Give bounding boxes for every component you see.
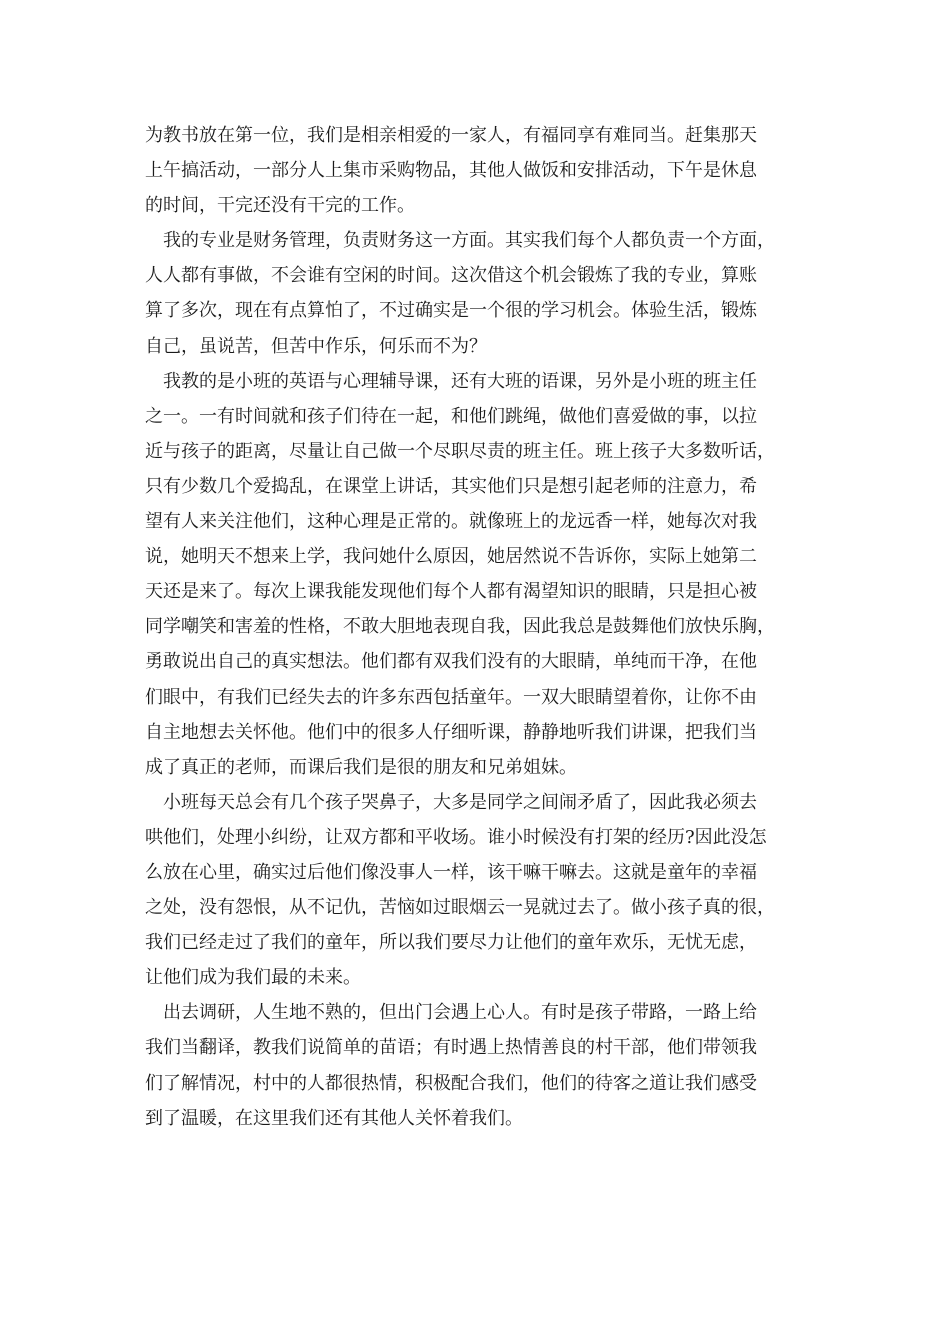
text-line: 同学嘲笑和害羞的性格，不敢大胆地表现自我，因此我总是鼓舞他们放快乐胸， bbox=[145, 616, 775, 638]
text-line: 天还是来了。每次上课我能发现他们每个人都有渴望知识的眼睛，只是担心被 bbox=[145, 581, 757, 603]
text-line: 我的专业是财务管理，负责财务这一方面。其实我们每个人都负责一个方面， bbox=[145, 230, 775, 252]
text-line: 望有人来关注他们，这种心理是正常的。就像班上的龙远香一样，她每次对我 bbox=[145, 511, 757, 533]
text-line: 的时间，干完还没有干完的工作。 bbox=[145, 195, 415, 217]
text-line: 算了多次，现在有点算怕了，不过确实是一个很的学习机会。体验生活，锻炼 bbox=[145, 300, 757, 322]
text-line: 们眼中，有我们已经失去的许多东西包括童年。一双大眼睛望着你，让你不由 bbox=[145, 686, 757, 708]
text-line: 我们已经走过了我们的童年，所以我们要尽力让他们的童年欢乐，无忧无虑， bbox=[145, 932, 757, 954]
paragraph bbox=[145, 995, 805, 1135]
text-line: 自己，虽说苦，但苦中作乐，何乐而不为？ bbox=[145, 335, 487, 357]
text-line: 么放在心里，确实过后他们像没事人一样，该干嘛干嘛去。这就是童年的幸福 bbox=[145, 861, 757, 883]
paragraph bbox=[145, 364, 805, 785]
text-line: 勇敢说出自己的真实想法。他们都有双我们没有的大眼睛，单纯而干净，在他 bbox=[145, 651, 757, 673]
text-line: 成了真正的老师，而课后我们是很的朋友和兄弟姐妹。 bbox=[145, 756, 577, 778]
text-line: 之一。一有时间就和孩子们待在一起，和他们跳绳，做他们喜爱做的事，以拉 bbox=[145, 405, 757, 427]
text-line: 小班每天总会有几个孩子哭鼻子，大多是同学之间闹矛盾了，因此我必须去 bbox=[145, 791, 757, 813]
text-line: 说，她明天不想来上学，我问她什么原因，她居然说不告诉你，实际上她第二 bbox=[145, 546, 757, 568]
paragraph bbox=[145, 223, 805, 363]
text-line: 只有少数几个爱捣乱，在课堂上讲话，其实他们只是想引起老师的注意力，希 bbox=[145, 475, 757, 497]
text-line: 之处，没有怨恨，从不记仇，苦恼如过眼烟云一晃就过去了。做小孩子真的很， bbox=[145, 897, 775, 919]
text-line: 为教书放在第一位，我们是相亲相爱的一家人，有福同享有难同当。赶集那天 bbox=[145, 125, 757, 146]
text-line: 近与孩子的距离，尽量让自己做一个尽职尽责的班主任。班上孩子大多数听话， bbox=[145, 440, 775, 462]
text-line: 到了温暖，在这里我们还有其他人关怀着我们。 bbox=[145, 1107, 523, 1129]
text-line: 我教的是小班的英语与心理辅导课，还有大班的语课，另外是小班的班主任 bbox=[145, 370, 757, 392]
paragraph bbox=[145, 785, 805, 996]
text-line: 让他们成为我们最的未来。 bbox=[145, 967, 361, 989]
text-line: 哄他们，处理小纠纷，让双方都和平收场。谁小时候没有打架的经历?因此没怎 bbox=[145, 826, 767, 848]
text-line: 们了解情况，村中的人都很热情，积极配合我们，他们的待客之道让我们感受 bbox=[145, 1072, 757, 1094]
text-line: 我们当翻译，教我们说简单的苗语；有时遇上热情善良的村干部，他们带领我 bbox=[145, 1037, 757, 1059]
text-line: 上午搞活动，一部分人上集市采购物品，其他人做饭和安排活动，下午是休息 bbox=[145, 160, 757, 182]
text-line: 自主地想去关怀他。他们中的很多人仔细听课，静静地听我们讲课，把我们当 bbox=[145, 721, 757, 743]
text-line: 人人都有事做，不会谁有空闲的时间。这次借这个机会锻炼了我的专业，算账 bbox=[145, 265, 757, 287]
text-line: 出去调研，人生地不熟的，但出门会遇上心人。有时是孩子带路，一路上给 bbox=[145, 1002, 757, 1024]
paragraph bbox=[145, 118, 805, 223]
document-body bbox=[145, 118, 805, 1136]
